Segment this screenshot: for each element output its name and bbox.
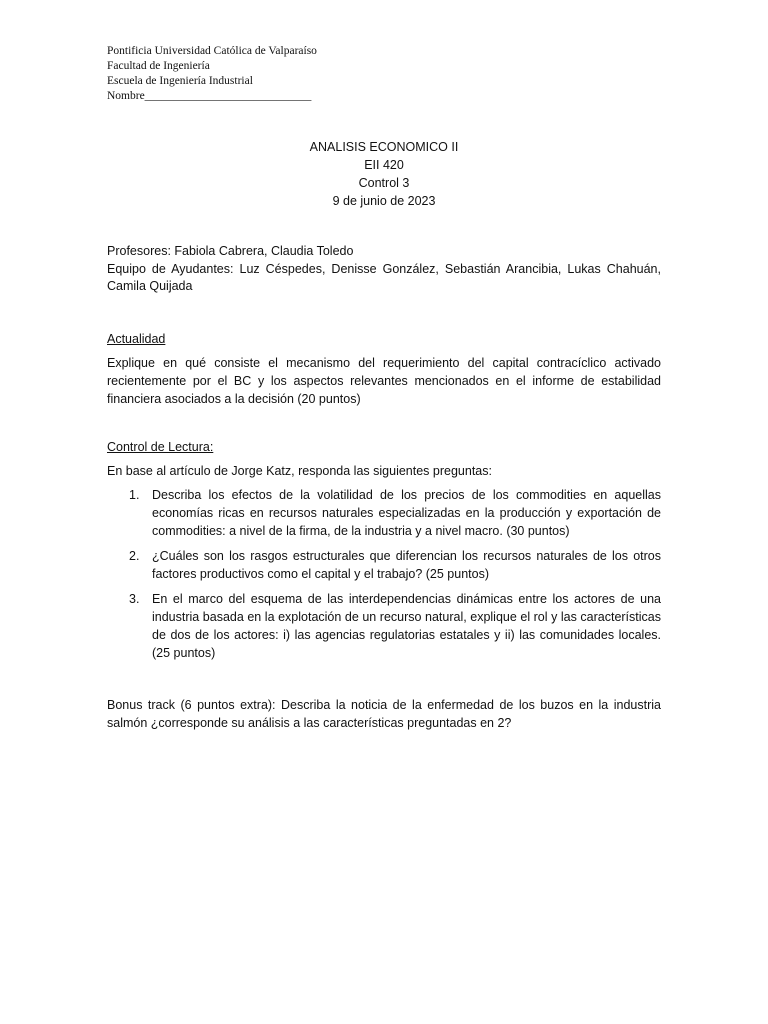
assistants-line: Equipo de Ayudantes: Luz Céspedes, Denisse González, Sebastián Arancibia, Lukas Chahuán, Camila Quijada (107, 261, 661, 293)
list-item (107, 590, 661, 662)
bonus-section (107, 696, 661, 732)
student-name-field: Nombre_____________________________ (107, 90, 312, 102)
bonus-text: Bonus track (6 puntos extra): Describa la noticia de la enfermedad de los buzos en la industria salmón ¿corresponde su análisis a las características preguntadas en 2? (107, 698, 661, 730)
actualidad-section (107, 330, 661, 408)
list-item (107, 486, 661, 540)
exam-title-block (0, 138, 768, 210)
question-list (107, 486, 661, 662)
question-text: ¿Cuáles son los rasgos estructurales que diferencian los recursos naturales de los otros factores productivos como el capital y el trabajo? (25 puntos) (152, 549, 661, 581)
control-number: Control 3 (358, 176, 410, 190)
faculty-name: Facultad de Ingeniería (107, 60, 210, 72)
professors-line: Profesores: Fabiola Cabrera, Claudia Toledo (107, 244, 354, 258)
lectura-section (107, 438, 661, 669)
question-text: En el marco del esquema de las interdependencias dinámicas entre los actores de una industria basada en la explotación de un recurso natural, explique el rol y las características de dos de los actores: i) las agencias regulatorias estatales y ii) las comunidades locales. (25 puntos) (152, 592, 661, 660)
staff-block (107, 243, 661, 296)
actualidad-text: Explique en qué consiste el mecanismo del requerimiento del capital contracíclico activado recientemente por el BC y los aspectos relevantes mencionados en el informe de estabilidad financiera asociados a la decisión (20 puntos) (107, 356, 661, 406)
lectura-heading: Control de Lectura: (107, 440, 214, 454)
question-number: 1. (129, 488, 140, 502)
institution-header (107, 44, 317, 104)
course-title: ANALISIS ECONOMICO II (309, 140, 459, 154)
question-number: 2. (129, 549, 140, 563)
course-code: EII 420 (364, 158, 404, 172)
list-item (107, 547, 661, 583)
exam-date: 9 de junio de 2023 (332, 194, 436, 208)
university-name: Pontificia Universidad Católica de Valparaíso (107, 45, 317, 57)
school-name: Escuela de Ingeniería Industrial (107, 75, 253, 87)
actualidad-heading: Actualidad (107, 332, 166, 346)
question-text: Describa los efectos de la volatilidad de los precios de los commodities en aquellas economías ricas en recursos naturales especializadas en la producción y exportación de commodities: a nivel de la firma, de la industria y a nivel macro. (30 puntos) (152, 488, 661, 538)
lectura-intro: En base al artículo de Jorge Katz, responda las siguientes preguntas: (107, 464, 492, 478)
question-number: 3. (129, 592, 140, 606)
